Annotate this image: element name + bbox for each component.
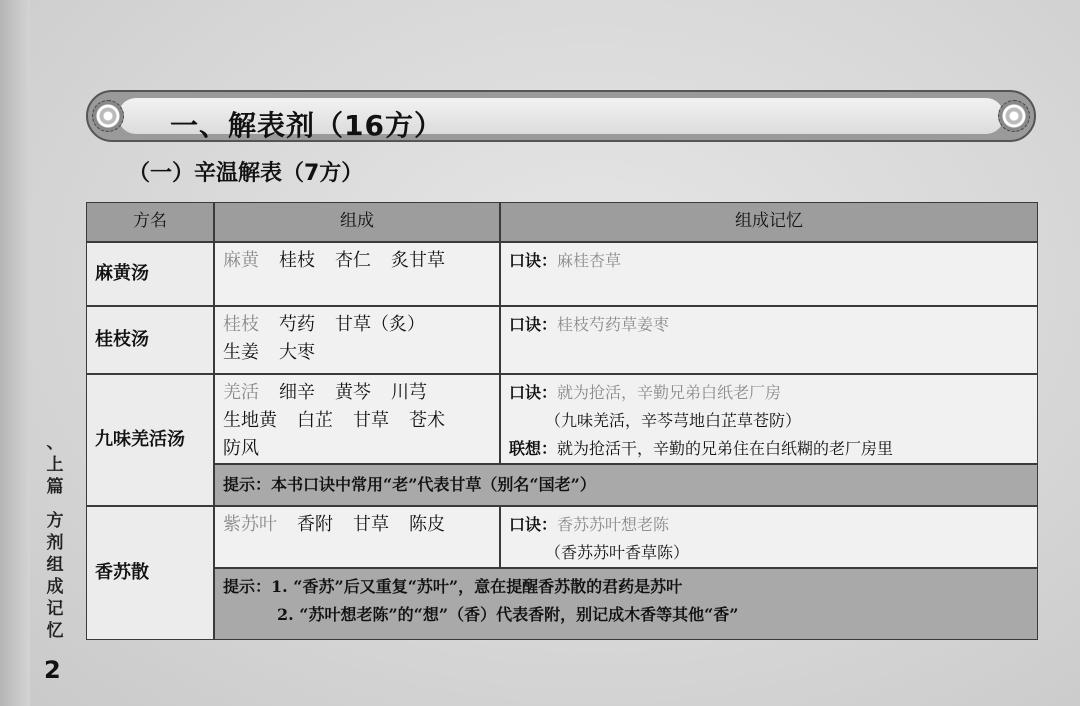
formula-name	[86, 306, 214, 374]
mnemonic-label: 口诀：	[509, 251, 558, 270]
formula-table	[86, 202, 1038, 640]
side-book-title: 方剂组成记忆	[46, 511, 64, 641]
tip-cell	[214, 568, 1038, 640]
mnemonic-label: 口诀：	[509, 383, 558, 402]
herb: 川芎	[391, 382, 427, 403]
herb-primary: 羌活	[223, 382, 259, 403]
herb: 防风	[223, 438, 259, 459]
herb-primary: 麻黄	[223, 250, 259, 271]
association-text: 就为抢活干，辛勤的兄弟住在白纸糊的老厂房里	[557, 439, 894, 458]
mnemonic-text: 就为抢活，辛勤兄弟白纸老厂房	[557, 383, 782, 402]
mnemonic-text: 麻桂杏草	[557, 251, 622, 270]
herb: 甘草（炙）	[335, 314, 425, 335]
side-tab	[42, 432, 68, 642]
herb: 生地黄	[223, 410, 277, 431]
composition-cell	[214, 242, 500, 306]
mnemonic-text: 桂枝芍药草姜枣	[557, 315, 670, 334]
composition-cell	[214, 306, 500, 374]
mnemonic-label: 口诀：	[509, 515, 558, 534]
tip-line: 1. “香苏”后又重复“苏叶”，意在提醒香苏散的君药是苏叶	[271, 577, 683, 596]
page-number: 2	[44, 656, 61, 684]
chapter-title: 一、解表剂（16方）	[170, 109, 443, 142]
herb: 生姜	[223, 342, 259, 363]
side-part: 上篇	[46, 455, 64, 497]
tip-label: 提示：	[223, 577, 272, 596]
formula-name	[86, 374, 214, 506]
mnemonic-note: （香苏苏叶香草陈）	[545, 543, 690, 562]
mnemonic-note: （九味羌活，辛芩芎地白芷草苍防）	[545, 411, 802, 430]
section-title: （一）辛温解表（7方）	[128, 161, 364, 186]
herb: 炙甘草	[391, 250, 445, 271]
formula-name-text: 香苏散	[95, 562, 149, 583]
side-dash: 、	[46, 433, 64, 453]
tip-line: 2. “苏叶想老陈”的“想”（香）代表香附，别记成木香等其他“香”	[277, 605, 739, 624]
herb: 细辛	[279, 382, 315, 403]
formula-name-text: 桂枝汤	[95, 329, 149, 350]
mnemonic-cell	[500, 506, 1038, 568]
header-mnemonic: 组成记忆	[500, 202, 1038, 242]
formula-name-text: 麻黄汤	[95, 263, 149, 284]
association-label: 联想：	[509, 439, 558, 458]
mnemonic-cell	[500, 374, 1038, 464]
mnemonic-text: 香苏苏叶想老陈	[557, 515, 670, 534]
herb: 杏仁	[335, 250, 371, 271]
herb: 黄芩	[335, 382, 371, 403]
herb: 香附	[297, 514, 333, 535]
tip-cell: 提示：本书口诀中常用“老”代表甘草（别名“国老”）	[214, 464, 1038, 506]
gear-icon	[92, 100, 124, 132]
herb: 桂枝	[279, 250, 315, 271]
formula-name	[86, 506, 214, 640]
gear-icon	[998, 100, 1030, 132]
herb: 甘草	[353, 410, 389, 431]
herb: 甘草	[353, 514, 389, 535]
mnemonic-label: 口诀：	[509, 315, 558, 334]
herb: 陈皮	[409, 514, 445, 535]
chapter-banner	[86, 90, 1036, 142]
formula-name-text: 九味羌活汤	[95, 429, 185, 450]
herb: 大枣	[279, 342, 315, 363]
page-edge	[0, 0, 30, 706]
mnemonic-cell	[500, 306, 1038, 374]
formula-name	[86, 242, 214, 306]
composition-cell	[214, 374, 500, 464]
herb: 芍药	[279, 314, 315, 335]
header-name: 方名	[86, 202, 214, 242]
herb-primary: 桂枝	[223, 314, 259, 335]
herb: 白芷	[297, 410, 333, 431]
mnemonic-cell	[500, 242, 1038, 306]
composition-cell	[214, 506, 500, 568]
header-composition: 组成	[214, 202, 500, 242]
herb-primary: 紫苏叶	[223, 514, 277, 535]
chapter-banner-inner	[118, 98, 1004, 142]
herb: 苍术	[409, 410, 445, 431]
